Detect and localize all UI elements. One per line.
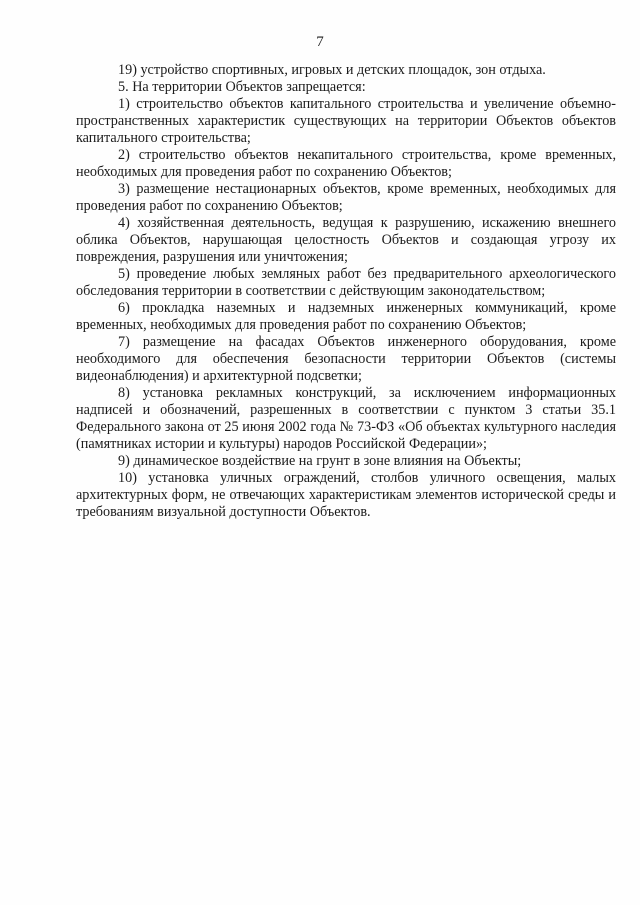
prohibition-item-1: 1) строительство объектов капитального строительства и увеличение объемно-пространственных характеристик существующих на территории Объектов объектов капитального строительства; [76,96,616,146]
paragraph-item-19: 19) устройство спортивных, игровых и детских площадок, зон отдыха. [118,62,546,78]
page-number: 7 [316,34,324,50]
prohibition-item-4: 4) хозяйственная деятельность, ведущая к разрушению, искажению внешнего облика Объектов, нарушающая целостность Объектов и создающая угрозу их повреждения, разрушения или уничтожения; [76,215,616,265]
prohibition-item-7: 7) размещение на фасадах Объектов инженерного оборудования, кроме необходимого для обеспечения безопасности территории Объектов (системы видеонаблюдения) и архитектурной подсветки; [76,334,616,384]
prohibition-item-2: 2) строительство объектов некапитального строительства, кроме временных, необходимых для проведения работ по сохранению Объектов; [76,147,616,180]
prohibition-item-8: 8) установка рекламных конструкций, за исключением информационных надписей и обозначений, разрешенных в соответствии с пунктом 3 статьи 35.1 Федерального закона от 25 июня 2002 года № 73-ФЗ «Об объектах культурного наследия (памятниках истории и культуры) народов Российской Федерации»; [76,385,616,452]
section-heading-5: 5. На территории Объектов запрещается: [118,79,366,95]
prohibition-item-3: 3) размещение нестационарных объектов, кроме временных, необходимых для проведения работ по сохранению Объектов; [76,181,616,214]
prohibition-item-6: 6) прокладка наземных и надземных инженерных коммуникаций, кроме временных, необходимых для проведения работ по сохранению Объектов; [76,300,616,333]
document-body [76,62,616,521]
prohibition-item-5: 5) проведение любых земляных работ без предварительного археологического обследования территории в соответствии с действующим законодательством; [76,266,616,299]
prohibition-item-9: 9) динамическое воздействие на грунт в зоне влияния на Объекты; [118,453,522,469]
prohibition-item-10: 10) установка уличных ограждений, столбов уличного освещения, малых архитектурных форм, не отвечающих характеристикам элементов исторической среды и требованиям визуальной доступности Объектов. [76,470,616,520]
